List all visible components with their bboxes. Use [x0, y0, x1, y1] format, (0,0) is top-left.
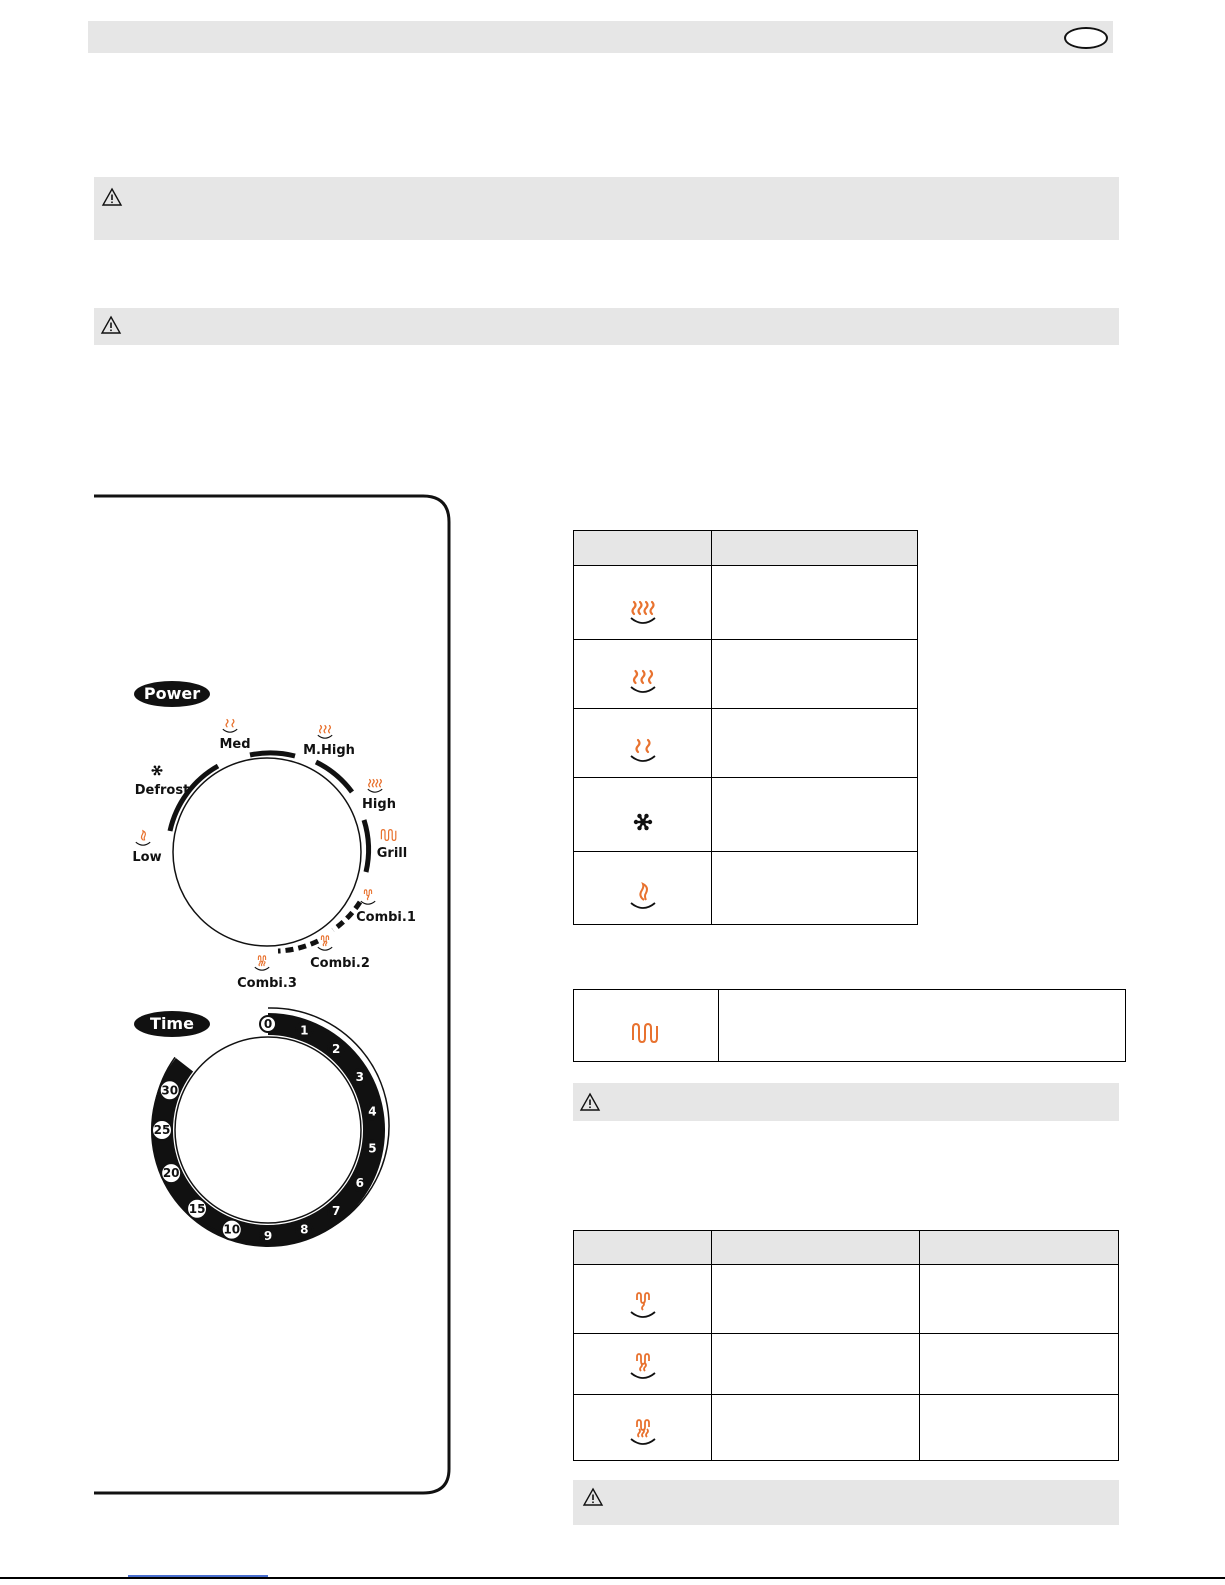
power-setting-combi3: Combi.3	[237, 976, 297, 991]
time-mark	[260, 1228, 276, 1244]
table-row	[574, 709, 918, 778]
table-header-cell	[712, 531, 918, 566]
warning-band-4	[573, 1480, 1119, 1525]
warning-icon	[101, 187, 123, 207]
time-mark	[187, 1199, 207, 1219]
time-mark	[364, 1140, 380, 1156]
warning-band-2	[94, 308, 1119, 345]
warning-band-1	[94, 177, 1119, 240]
power-setting-high: High	[362, 797, 396, 812]
heat-4-icon	[574, 566, 711, 639]
heat-3-icon	[574, 640, 711, 708]
power-setting-low: Low	[132, 850, 162, 865]
grill-icon	[574, 990, 718, 1061]
power-label-pill	[134, 681, 210, 707]
table-header-cell	[574, 1231, 712, 1265]
svg-text:3: 3	[355, 1070, 364, 1084]
heat-2-icon	[223, 720, 237, 733]
table-row	[574, 990, 1126, 1062]
svg-text:1: 1	[300, 1023, 309, 1038]
svg-text:9: 9	[263, 1229, 273, 1243]
footer-link[interactable]	[128, 1575, 268, 1577]
time-label: Time	[150, 1014, 194, 1033]
time-mark	[352, 1069, 368, 1085]
svg-text:2: 2	[331, 1041, 341, 1056]
heat-4-icon	[368, 780, 382, 793]
table-row	[574, 1265, 1119, 1334]
heat-1-icon	[136, 831, 150, 845]
grill-icon	[381, 830, 395, 841]
combi-1-icon	[361, 890, 375, 904]
svg-text:20: 20	[162, 1166, 180, 1181]
svg-text:15: 15	[188, 1201, 206, 1216]
svg-text:4: 4	[368, 1104, 377, 1119]
snowflake-icon	[574, 778, 711, 851]
combi-1-icon	[574, 1265, 711, 1333]
time-mark	[160, 1080, 180, 1100]
power-dial[interactable]	[170, 753, 369, 951]
warning-icon	[582, 1487, 604, 1507]
power-setting-defrost: Defrost	[134, 783, 190, 798]
svg-text:5: 5	[368, 1141, 377, 1156]
table-row	[574, 566, 918, 640]
power-setting-grill: Grill	[376, 846, 408, 861]
snowflake-icon	[151, 765, 162, 775]
time-label-pill	[134, 1011, 210, 1037]
svg-text:6: 6	[355, 1176, 364, 1190]
combi-3-icon	[574, 1395, 711, 1460]
heat-3-icon	[318, 726, 332, 739]
time-mark	[152, 1120, 172, 1140]
time-mark	[260, 1016, 276, 1032]
combi-2-icon	[318, 936, 332, 950]
combi-2-icon	[574, 1334, 711, 1394]
svg-text:8: 8	[300, 1222, 309, 1237]
grill-table	[573, 989, 1126, 1062]
heat-2-icon	[574, 709, 711, 777]
table-header-cell	[920, 1231, 1119, 1265]
time-mark	[296, 1222, 312, 1238]
header-band	[88, 21, 1113, 53]
table-header-cell	[574, 531, 712, 566]
svg-text:7: 7	[331, 1204, 341, 1219]
footer-rule	[0, 1577, 1225, 1579]
svg-text:30: 30	[161, 1083, 179, 1098]
power-label: Power	[143, 684, 201, 703]
time-mark	[161, 1163, 181, 1183]
power-setting-med: Med	[219, 737, 251, 752]
table-row	[574, 852, 918, 925]
svg-text:0: 0	[263, 1017, 273, 1031]
table-row	[574, 778, 918, 852]
warning-icon	[579, 1092, 601, 1112]
time-mark	[328, 1041, 344, 1057]
power-setting-combi1: Combi.1	[356, 910, 416, 925]
heat-1-icon	[574, 852, 711, 924]
time-mark	[296, 1022, 312, 1038]
warning-icon	[100, 315, 122, 335]
control-panel	[90, 490, 460, 1500]
warning-band-3	[573, 1083, 1119, 1121]
time-dial[interactable]	[152, 1008, 389, 1244]
table-row	[574, 1334, 1119, 1395]
time-mark	[222, 1220, 242, 1240]
table-header-cell	[712, 1231, 920, 1265]
combi-table	[573, 1230, 1119, 1461]
power-setting-mhigh: M.High	[303, 743, 355, 758]
combi-3-icon	[255, 956, 269, 970]
time-mark	[352, 1175, 368, 1191]
language-badge	[1064, 27, 1108, 49]
time-mark	[364, 1104, 380, 1120]
svg-text:25: 25	[153, 1123, 171, 1137]
svg-text:10: 10	[223, 1222, 241, 1237]
time-mark	[328, 1203, 344, 1219]
power-setting-combi2: Combi.2	[310, 956, 370, 971]
microwave-level-table	[573, 530, 918, 925]
table-row	[574, 1395, 1119, 1461]
table-row	[574, 640, 918, 709]
